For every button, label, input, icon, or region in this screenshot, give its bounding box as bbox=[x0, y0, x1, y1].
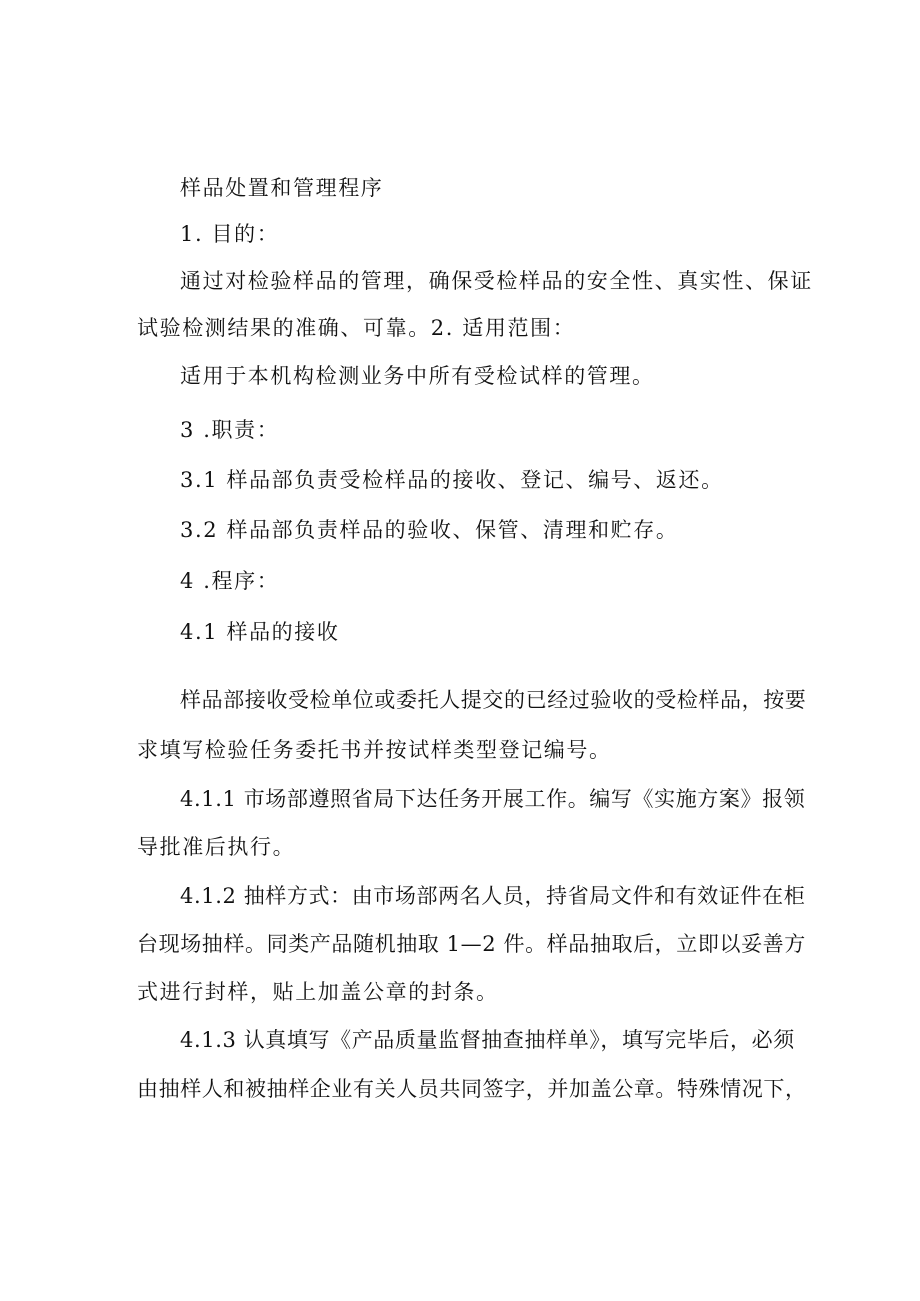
paragraph-line: 试验检测结果的准确、可靠。2. 适用范围： bbox=[137, 316, 576, 340]
subsection-heading: 4.1 样品的接收 bbox=[180, 620, 340, 644]
section-purpose-heading: 1. 目的： bbox=[180, 222, 280, 246]
paragraph-line: 由抽样人和被抽样企业有关人员共同签字，并加盖公章。特殊情况下， bbox=[137, 1077, 807, 1101]
paragraph-line: 样品部接收受检单位或委托人提交的已经过验收的受检样品，按要 bbox=[180, 688, 807, 712]
paragraph-line: 4.1.3 认真填写《产品质量监督抽查抽样单》，填写完毕后，必须 bbox=[180, 1028, 795, 1052]
section-procedure-heading: 4 .程序： bbox=[180, 569, 280, 593]
document-title: 样品处置和管理程序 bbox=[180, 176, 384, 200]
paragraph-line: 适用于本机构检测业务中所有受检试样的管理。 bbox=[180, 364, 655, 388]
paragraph-line: 台现场抽样。同类产品随机抽取 1—2 件。样品抽取后，立即以妥善方 bbox=[137, 932, 806, 956]
paragraph-line: 4.1.2 抽样方式：由市场部两名人员，持省局文件和有效证件在柜 bbox=[180, 884, 806, 908]
paragraph-line: 3.1 样品部负责受检样品的接收、登记、编号、返还。 bbox=[180, 468, 724, 492]
paragraph-line: 3.2 样品部负责样品的验收、保管、清理和贮存。 bbox=[180, 518, 679, 542]
paragraph-line: 求填写检验任务委托书并按试样类型登记编号。 bbox=[137, 738, 612, 762]
paragraph-line: 导批准后执行。 bbox=[137, 835, 296, 859]
paragraph-line: 通过对检验样品的管理，确保受检样品的安全性、真实性、保证 bbox=[180, 269, 813, 293]
paragraph-line: 4.1.1 市场部遵照省局下达任务开展工作。编写《实施方案》报领 bbox=[180, 787, 806, 811]
paragraph-line: 式进行封样，贴上加盖公章的封条。 bbox=[137, 980, 499, 1004]
section-duties-heading: 3 .职责： bbox=[180, 418, 280, 442]
